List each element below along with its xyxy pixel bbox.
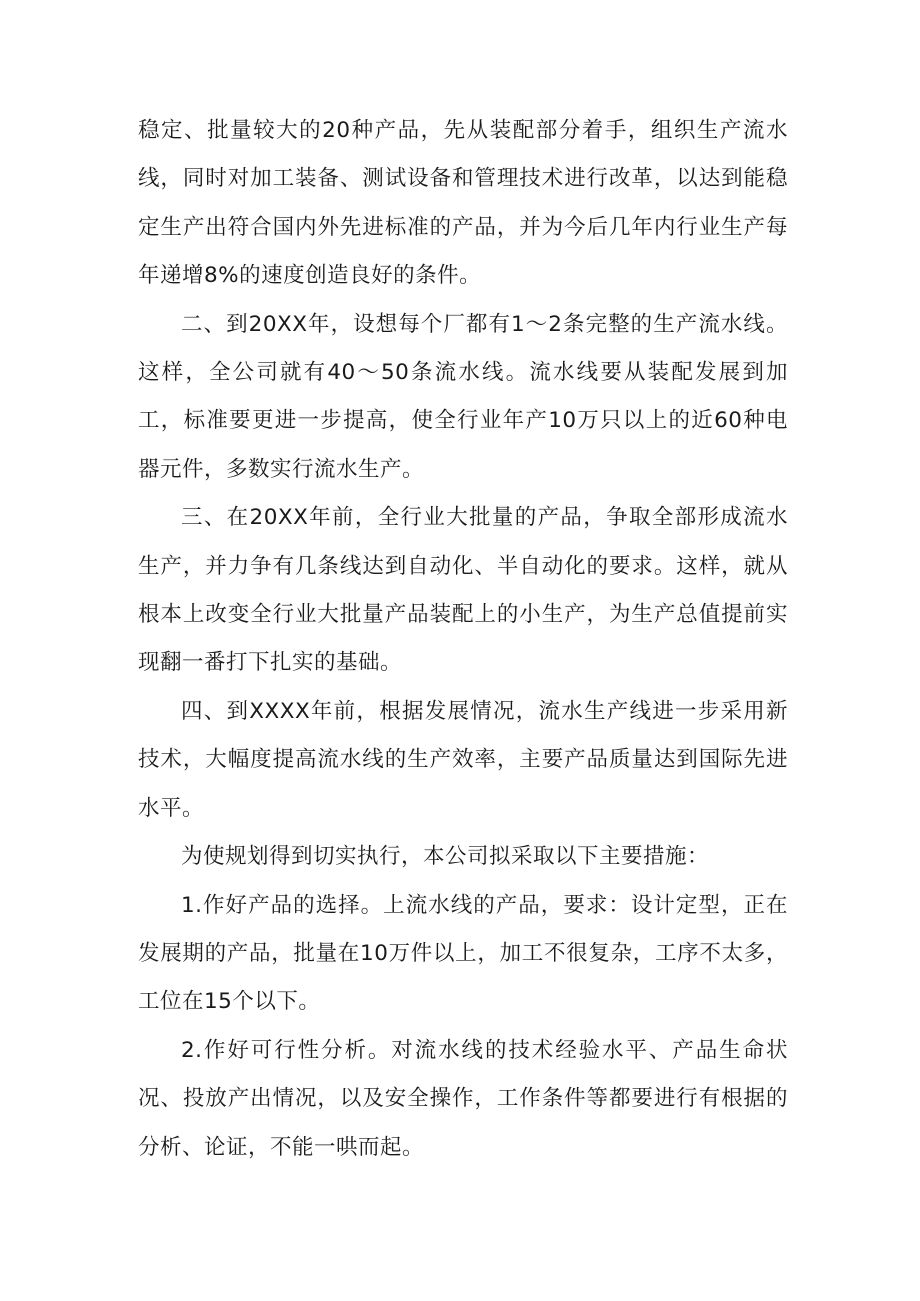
paragraph-item-two: 二、到20XX年，设想每个厂都有1～2条完整的生产流水线。这样，全公司就有40～50条流水线。流水线要从装配发展到加工，标准要更进一步提高，使全行业年产10万只以上的近60种电器元件，多数实行流水生产。	[138, 311, 788, 482]
paragraph-item-three: 三、在20XX年前，全行业大批量的产品，争取全部形成流水生产，并力争有几条线达到自动化、半自动化的要求。这样，就从根本上改变全行业大批量产品装配上的小生产，为生产总值提前实现翻一番打下扎实的基础。	[138, 505, 788, 676]
paragraph-measure-two: 2.作好可行性分析。对流水线的技术经验水平、产品生命状况、投放产出情况，以及安全操作，工作条件等都要进行有根据的分析、论证，不能一哄而起。	[138, 1037, 788, 1160]
paragraph-measures-intro: 为使规划得到切实执行，本公司拟采取以下主要措施：	[181, 844, 710, 870]
paragraph-measure-one: 1.作好产品的选择。上流水线的产品，要求：设计定型，正在发展期的产品，批量在10万件以上，加工不很复杂，工序不太多，工位在15个以下。	[138, 892, 788, 1015]
document-page	[138, 107, 788, 1172]
paragraph-continuation: 稳定、批量较大的20种产品，先从装配部分着手，组织生产流水线，同时对加工装备、测试设备和管理技术进行改革，以达到能稳定生产出符合国内外先进标准的产品，并为今后几年内行业生产每年递增8%的速度创造良好的条件。	[138, 118, 788, 289]
paragraph-item-four: 四、到XXXX年前，根据发展情况，流水生产线进一步采用新技术，大幅度提高流水线的生产效率，主要产品质量达到国际先进水平。	[138, 698, 788, 821]
